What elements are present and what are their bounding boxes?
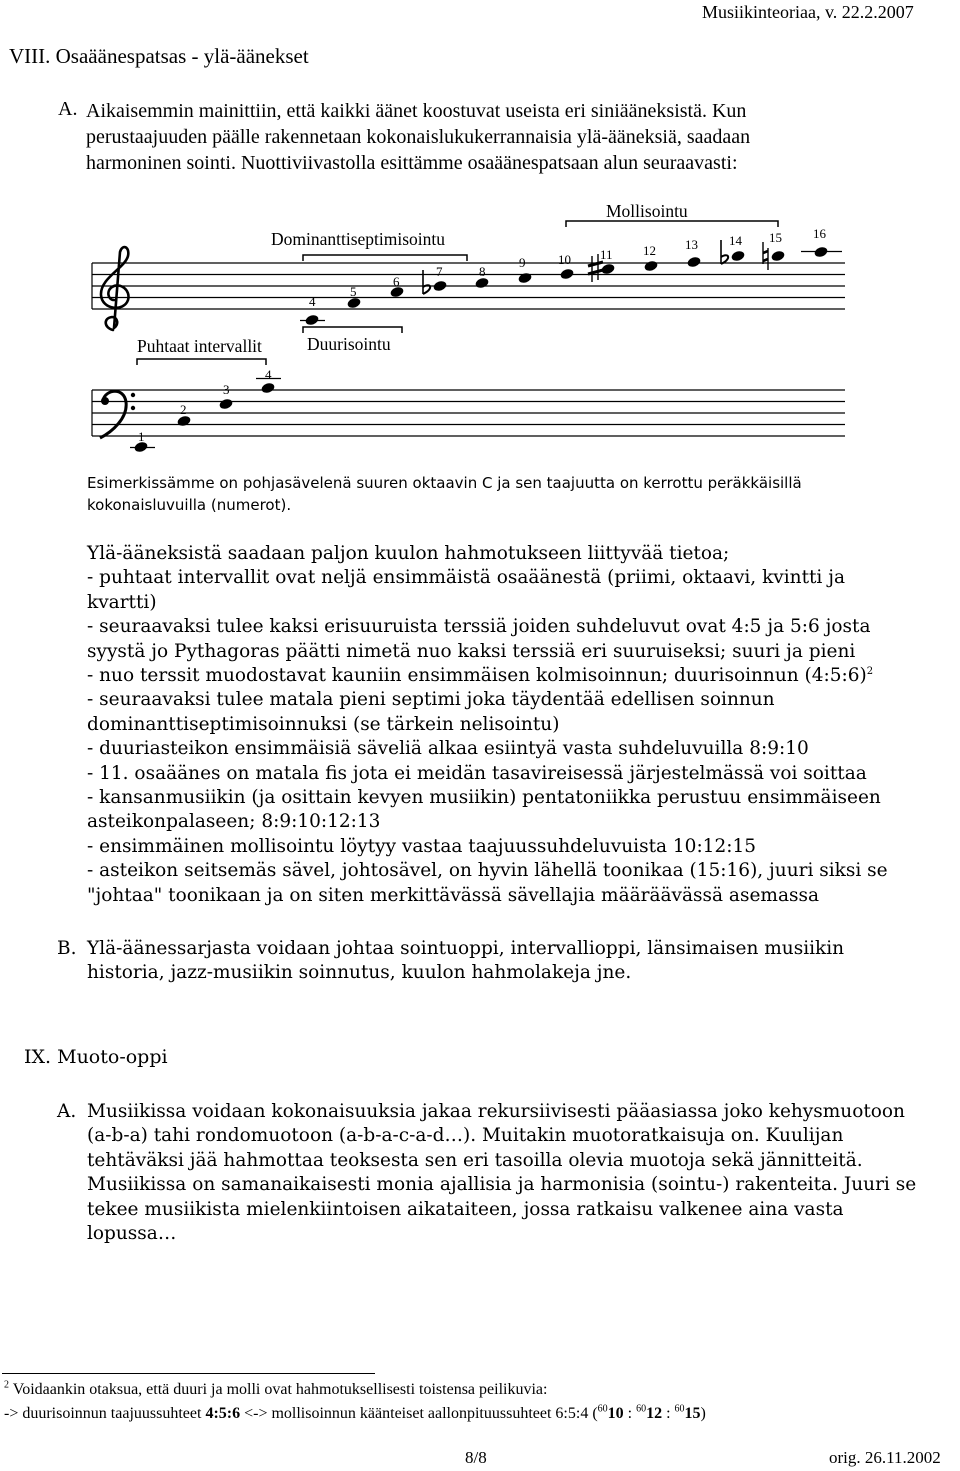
section-title-ix: IX. Muoto-oppi — [24, 1046, 168, 1068]
bass-clef-icon — [100, 391, 135, 438]
paragraph-line: tehtäväksi jää hahmottaa teoksesta sen eri tasoilla olevia muotoja sekä jännitteitä. — [87, 1149, 863, 1171]
note-head — [813, 246, 828, 259]
note-head — [643, 260, 658, 273]
list-line: "johtaa" toonikaan ja on siten merkittävässä sävellajia määräävässä asemassa — [87, 884, 819, 906]
bass-staff — [92, 390, 845, 436]
footnote-line — [4, 1402, 706, 1426]
paragraph-line: harmoninen sointi. Nuottiviivastolla esittämme osaäänespatsaan alun seuraavasti: — [86, 152, 738, 174]
footnote-text: ) — [700, 1405, 706, 1422]
footnote-text: : — [623, 1405, 637, 1422]
partial-number: 15 — [769, 230, 782, 245]
list-line: - asteikon seitsemäs sävel, johtosävel, on hyvin lähellä toonikaa (15:16), juuri siksi se — [87, 860, 888, 882]
note-head — [218, 398, 233, 411]
section-ix-a-label: A. — [57, 1101, 77, 1122]
footnote-bold: 4:5:6 — [205, 1405, 241, 1422]
section-b-label: B. — [57, 938, 77, 959]
paragraph-line: perustaajuuden päälle rakennetaan kokonaislukukerrannaisia ylä-ääneksiä, saadaan — [86, 126, 751, 148]
partial-number: 5 — [350, 284, 357, 299]
list-line — [87, 664, 888, 688]
footnote-bold: 12 — [646, 1405, 663, 1422]
list-line: kvartti) — [87, 591, 157, 613]
group-label-pure: Puhtaat intervallit — [137, 336, 262, 356]
list-line: Ylä-ääneksistä saadaan paljon kuulon hahmotukseen liittyvää tietoa; — [87, 543, 730, 564]
paragraph-line: tekee musiikista mielenkiintoisen aikataiteen, jossa ratkaisu valkenee aina vasta — [87, 1198, 844, 1220]
footnote-number: 2 — [4, 1379, 9, 1391]
note-head — [304, 314, 319, 327]
treble-clef-icon — [101, 247, 129, 330]
list-line: - kansanmusiikin (ja osittain kevyen musiikin) pentatoniikka perustuu ensimmäiseen — [87, 787, 881, 809]
footnote-bold: 10 — [607, 1405, 624, 1422]
note-head — [686, 256, 701, 269]
footnote-text: -> duurisoinnun taajuussuhteet — [4, 1405, 206, 1422]
list-line: - duuriasteikon ensimmäisiä säveliä alkaa esiintyä vasta suhdeluvuilla 8:9:10 — [87, 738, 809, 760]
list-line: - 11. osaäänes on matala fis jota ei meidän tasavireisessä järjestelmässä voi soittaa — [87, 762, 867, 784]
footnote-ref[interactable]: 2 — [866, 665, 874, 677]
list-line-text: - nuo terssit muodostavat kauniin ensimmäisen kolmisoinnun; duurisoinnun (4:5:6) — [87, 665, 867, 687]
paragraph-line: Ylä-äänessarjasta voidaan johtaa sointuoppi, intervallioppi, länsimaisen musiikin — [87, 938, 845, 959]
natural-icon — [763, 242, 768, 270]
footnote-bold: 15 — [684, 1405, 701, 1422]
partial-number: 13 — [685, 237, 698, 252]
partial-number: 11 — [600, 247, 613, 262]
note-head — [770, 250, 785, 263]
footnote-sup: 60 — [597, 1403, 608, 1415]
footnote-sup: 60 — [636, 1403, 647, 1415]
paragraph-line: Musiikissa voidaan kokonaisuuksia jakaa rekursiivisesti pääasiassa joko kehysmuotoon — [87, 1101, 905, 1122]
page-number: 8/8 — [465, 1448, 487, 1467]
partial-number: 6 — [393, 274, 400, 289]
paragraph-line: Aikaisemmin mainittiin, että kaikki äänet koostuvat useista eri siniääneksistä. Kun — [86, 100, 747, 122]
footnote-text: <-> mollisoinnun käänteiset aallonpituussuhteet 6:5:4 ( — [240, 1405, 598, 1422]
overtone-list — [87, 542, 888, 908]
list-line: dominanttiseptimisoinnuksi (se tärkein nelisointu) — [87, 713, 560, 735]
footnote-text: Voidaankin otaksua, että duuri ja molli ovat hahmotuksellisesti toistensa peilikuvia: — [12, 1381, 548, 1398]
paragraph-line: lopussa… — [87, 1223, 177, 1245]
note-head — [559, 268, 574, 281]
section-ix-a-paragraph — [87, 1100, 916, 1246]
list-line: - seuraavaksi tulee kaksi erisuuruista terssiä joiden suhdeluvut ovat 4:5 ja 5:6 josta — [87, 616, 871, 638]
list-line: - puhtaat intervallit ovat neljä ensimmäistä osaäänestä (priimi, oktaavi, kvintti ja — [87, 567, 845, 589]
overtone-staff-figure — [0, 190, 960, 480]
group-label-mollisointu: Mollisointu — [606, 201, 688, 221]
caption-line: Esimerkissämme on pohjasävelenä suuren oktaavin C ja sen taajuutta on kerrottu peräkkäisillä — [87, 474, 802, 492]
partial-number: 1 — [138, 429, 145, 444]
partial-number: 4 — [265, 367, 272, 382]
caption-line: kokonaisluvuilla (numerot). — [87, 496, 292, 514]
course-header: Musiikinteoriaa, v. 22.2.2007 — [702, 2, 914, 22]
partial-number: 10 — [558, 252, 571, 267]
partial-number: 16 — [813, 226, 826, 241]
note-head — [260, 382, 275, 395]
original-date: orig. 26.11.2002 — [829, 1448, 941, 1467]
flat-icon — [721, 240, 728, 264]
paragraph-line: Musiikissa on samanaikaisesti monia ajallisia ja harmonisia (sointu-) rakenteita. Juuri se — [87, 1174, 917, 1196]
list-line: syystä jo Pythagoras päätti nimetä nuo kaksi terssiä eri suuruiseksi; suuri ja pieni — [87, 640, 856, 662]
footnote — [4, 1378, 706, 1426]
figure-caption — [87, 472, 802, 516]
list-line: - ensimmäinen mollisointu löytyy vastaa taajuussuhdeluvuista 10:12:15 — [87, 835, 756, 857]
partial-number: 8 — [479, 264, 486, 279]
section-a-label: A. — [58, 98, 78, 120]
footnote-separator — [2, 1373, 375, 1374]
footnote-sup: 60 — [674, 1403, 685, 1415]
section-a-paragraph — [86, 98, 750, 176]
partial-number: 14 — [729, 233, 742, 248]
partial-number: 3 — [223, 382, 230, 397]
paragraph-line: historia, jazz-musiikin soinnutus, kuulon hahmolakeja jne. — [87, 962, 632, 984]
partial-number: 4 — [309, 294, 316, 309]
partial-number: 2 — [180, 402, 187, 417]
partial-number: 9 — [519, 255, 526, 270]
flat-icon — [423, 270, 430, 294]
section-title-viii: VIII. Osaäänespatsas - ylä-äänekset — [9, 44, 309, 68]
partial-number: 7 — [436, 264, 443, 279]
note-head — [517, 272, 532, 285]
paragraph-line: (a-b-a) tahi rondomuotoon (a-b-a-c-a-d…). Muitakin muotoratkaisuja on. Kuulijan — [87, 1125, 844, 1147]
section-b-paragraph — [87, 937, 844, 986]
treble-staff — [92, 263, 845, 309]
footnote-text: : — [662, 1405, 675, 1422]
partial-number: 12 — [643, 243, 656, 258]
group-label-major: Duurisointu — [307, 334, 391, 354]
partial-numbers — [138, 226, 827, 444]
list-line: asteikonpalaseen; 8:9:10:12:13 — [87, 811, 381, 833]
list-line: - seuraavaksi tulee matala pieni septimi joka täydentää edellisen soinnun — [87, 689, 775, 711]
note-head — [730, 250, 745, 263]
footnote-line — [4, 1378, 706, 1402]
group-label-dominant: Dominanttiseptimisointu — [271, 229, 446, 249]
note-head — [432, 280, 447, 293]
